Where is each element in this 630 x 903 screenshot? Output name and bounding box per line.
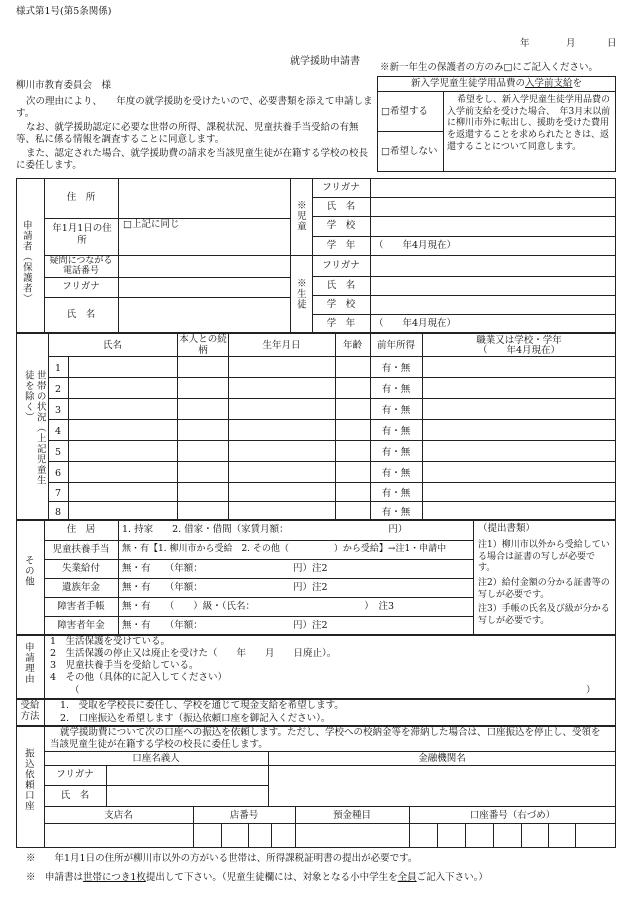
other-section-label: その他	[22, 555, 34, 587]
reason-3[interactable]: 3 児童扶養手当を受給している。	[50, 660, 199, 671]
form-title: 就学援助申請書	[290, 56, 360, 67]
student-label: ※生徒	[294, 278, 306, 310]
child-allowance-value[interactable]: 無・有【1. 柳川市から受給 2. その他（ ）から受給】→注1・申請中	[122, 544, 447, 554]
footer-note-1: ※ 年1月1日の住所が柳川市以外の方がいる世帯は、所得課税証明書の提出が必要です。	[26, 853, 418, 864]
disability-book-value[interactable]: 無・有 （ ）級・（氏名： ） 注3	[122, 601, 395, 612]
row-number: 3	[54, 405, 62, 416]
addressee: 柳川市教育委員会 様	[16, 80, 112, 91]
reason-section-label: 申請理由	[22, 642, 34, 684]
holder-name-label: 氏 名	[60, 790, 90, 801]
col-occupation-sub: （ 年4月現在）	[477, 345, 561, 356]
student-furigana-label: フリガナ	[322, 260, 360, 271]
advance-option-yes[interactable]: □希望する	[381, 106, 428, 117]
col-income: 前年所得	[376, 340, 415, 351]
row-number: 1	[54, 363, 62, 374]
child-label: ※児童	[294, 200, 306, 232]
branch-number-label: 店番号	[229, 810, 259, 821]
child-school-label: 学 校	[326, 220, 356, 231]
advance-description: 希望をし、新入学児童生徒学用品費の入学前支給を受けた場合、 年3月末以前に柳川市外に転出し、援助を受けた費用を返還することを求められたときは、返還することについて同意します。	[447, 95, 611, 152]
income-choice[interactable]: 有・無	[381, 405, 411, 416]
disability-pension-label: 障害者年金	[57, 620, 105, 631]
income-choice[interactable]: 有・無	[381, 468, 411, 479]
branch-label: 支店名	[104, 810, 133, 821]
col-name: 氏名	[102, 340, 122, 351]
reason-1[interactable]: 1 生活保護を受けている。	[50, 636, 171, 647]
col-birthdate: 生年月日	[262, 340, 301, 351]
survivor-pension-value[interactable]: 無・有 （年額： 円）注2	[122, 582, 328, 593]
unemployment-value[interactable]: 無・有 （年額： 円）注2	[122, 563, 328, 574]
receipt-method-2[interactable]: 2. 口座振込を希望します（振込依頼口座を御記入ください）。	[60, 713, 331, 724]
documents-note-1: 注1）柳川市以外から受給している場合は証書の写しが必要です。	[478, 540, 610, 574]
child-furigana-label: フリガナ	[322, 182, 360, 193]
income-choice[interactable]: 有・無	[381, 507, 411, 518]
child-allowance-label: 児童扶養手当	[52, 544, 110, 555]
footer-note-2: ※ 申請書は世帯につき1枚提出して下さい。（児童生徒欄には、対象となる小中学生を全員ご記入下さい。）	[26, 872, 488, 883]
advance-title: 新入学児童生徒学用品費の入学前支給を	[410, 78, 583, 89]
unemployment-label: 失業給付	[61, 563, 100, 574]
intro-paragraph-2: なお、就学援助認定に必要な世帯の所得、課税状況、児童扶養手当受給の有無等、私に係る情報を調査することに同意します。	[16, 122, 359, 145]
reason-4[interactable]: 4 その他（具体的に記入してください）	[50, 672, 228, 683]
deposit-type-label: 預金種目	[332, 810, 371, 821]
col-age: 年齢	[342, 340, 362, 351]
intro-paragraph-1: 次の理由により、 年度の就学援助を受けたいので、必要書類を添えて申請します。	[16, 96, 373, 119]
reason-other-open: （	[70, 685, 80, 696]
child-grade-label: 学 年	[326, 240, 356, 251]
form-number: 様式第1号(第5条関係)	[16, 6, 112, 17]
housing-label: 住 居	[66, 524, 96, 535]
jan1-address-label: 年1月1日の住所	[52, 223, 112, 246]
row-number: 5	[54, 447, 62, 458]
child-name-label: 氏 名	[326, 201, 356, 212]
receipt-method-1[interactable]: 1. 受取を学校長に委任し、学校を通じて現金支給を希望します。	[60, 700, 344, 711]
housing-value[interactable]: 1. 持家 2. 借家・借間（家賃月額： 円）	[122, 524, 408, 535]
holder-furigana-label: フリガナ	[56, 769, 94, 780]
applicant-furigana-label: フリガナ	[62, 281, 100, 292]
student-name-label: 氏 名	[326, 280, 356, 291]
income-choice[interactable]: 有・無	[381, 384, 411, 395]
account-holder-label: 口座名義人	[132, 753, 180, 764]
income-choice[interactable]: 有・無	[381, 363, 411, 374]
documents-title: （提出書類）	[478, 523, 536, 534]
row-number: 8	[54, 507, 62, 518]
account-number-label: 口座番号（右づめ）	[469, 810, 556, 821]
student-school-label: 学 校	[326, 299, 356, 310]
student-grade-value: （ 年4月現在）	[374, 318, 457, 329]
disability-book-label: 障害者手帳	[57, 601, 105, 612]
income-choice[interactable]: 有・無	[381, 488, 411, 499]
col-occupation: 職業又は学校・学年	[476, 335, 562, 346]
date-month: 月	[566, 38, 576, 49]
bank-name-label: 金融機関名	[418, 753, 466, 764]
row-number: 7	[54, 488, 62, 499]
intro-paragraph-3: また、認定された場合、就学援助費の請求を当該児童生徒が在籍する学校の校長に委任します。	[16, 148, 369, 171]
col-relation: 本人との続柄	[179, 334, 227, 356]
student-grade-label: 学 年	[326, 318, 356, 329]
disability-pension-value[interactable]: 無・有 （年額： 円）注2	[122, 620, 328, 631]
income-choice[interactable]: 有・無	[381, 426, 411, 437]
income-choice[interactable]: 有・無	[381, 447, 411, 458]
bank-intro: 就学援助費について次の口座への振込を依頼します。ただし、学校への校納金等を滞納した場合は、口座振込を停止し、受領を当該児童生徒が在籍する学校の校長に委任します。	[50, 727, 601, 751]
date-year: 年	[520, 38, 530, 49]
household-block	[16, 333, 616, 520]
advance-note: ※新一年生の保護者の方のみ□にご記入ください。	[380, 62, 598, 73]
phone-label: 疑問につながる電話番号	[49, 256, 113, 277]
reason-other-close: ）	[586, 685, 596, 696]
applicant-section-label: 申請者（保護者）	[20, 220, 32, 304]
documents-note-3: 注3）手帳の氏名及び級が分かる写しが必要です。	[478, 604, 610, 626]
household-section-label: 世帯の状況（上記児童生徒を除く）	[22, 370, 46, 486]
applicant-name-label: 氏 名	[66, 309, 96, 320]
documents-note-2: 注2）給付金額の分かる証書等の写しが必要です。	[478, 578, 610, 600]
same-as-above-checkbox[interactable]: □上記に同じ	[123, 219, 180, 230]
child-grade-value: （ 年4月現在）	[374, 240, 457, 251]
date-day: 日	[607, 38, 617, 49]
reason-2[interactable]: 2 生活保護の停止又は廃止を受けた（ 年 月 日廃止）。	[50, 648, 337, 659]
bank-section-label: 振込依頼口座	[22, 748, 34, 811]
row-number: 4	[54, 426, 62, 437]
address-label: 住 所	[66, 192, 96, 203]
survivor-pension-label: 遺族年金	[61, 582, 100, 593]
row-number: 6	[54, 468, 62, 479]
row-number: 2	[54, 384, 62, 395]
advance-option-no[interactable]: □希望しない	[381, 146, 438, 157]
receipt-section-label: 受給方法	[20, 700, 40, 723]
